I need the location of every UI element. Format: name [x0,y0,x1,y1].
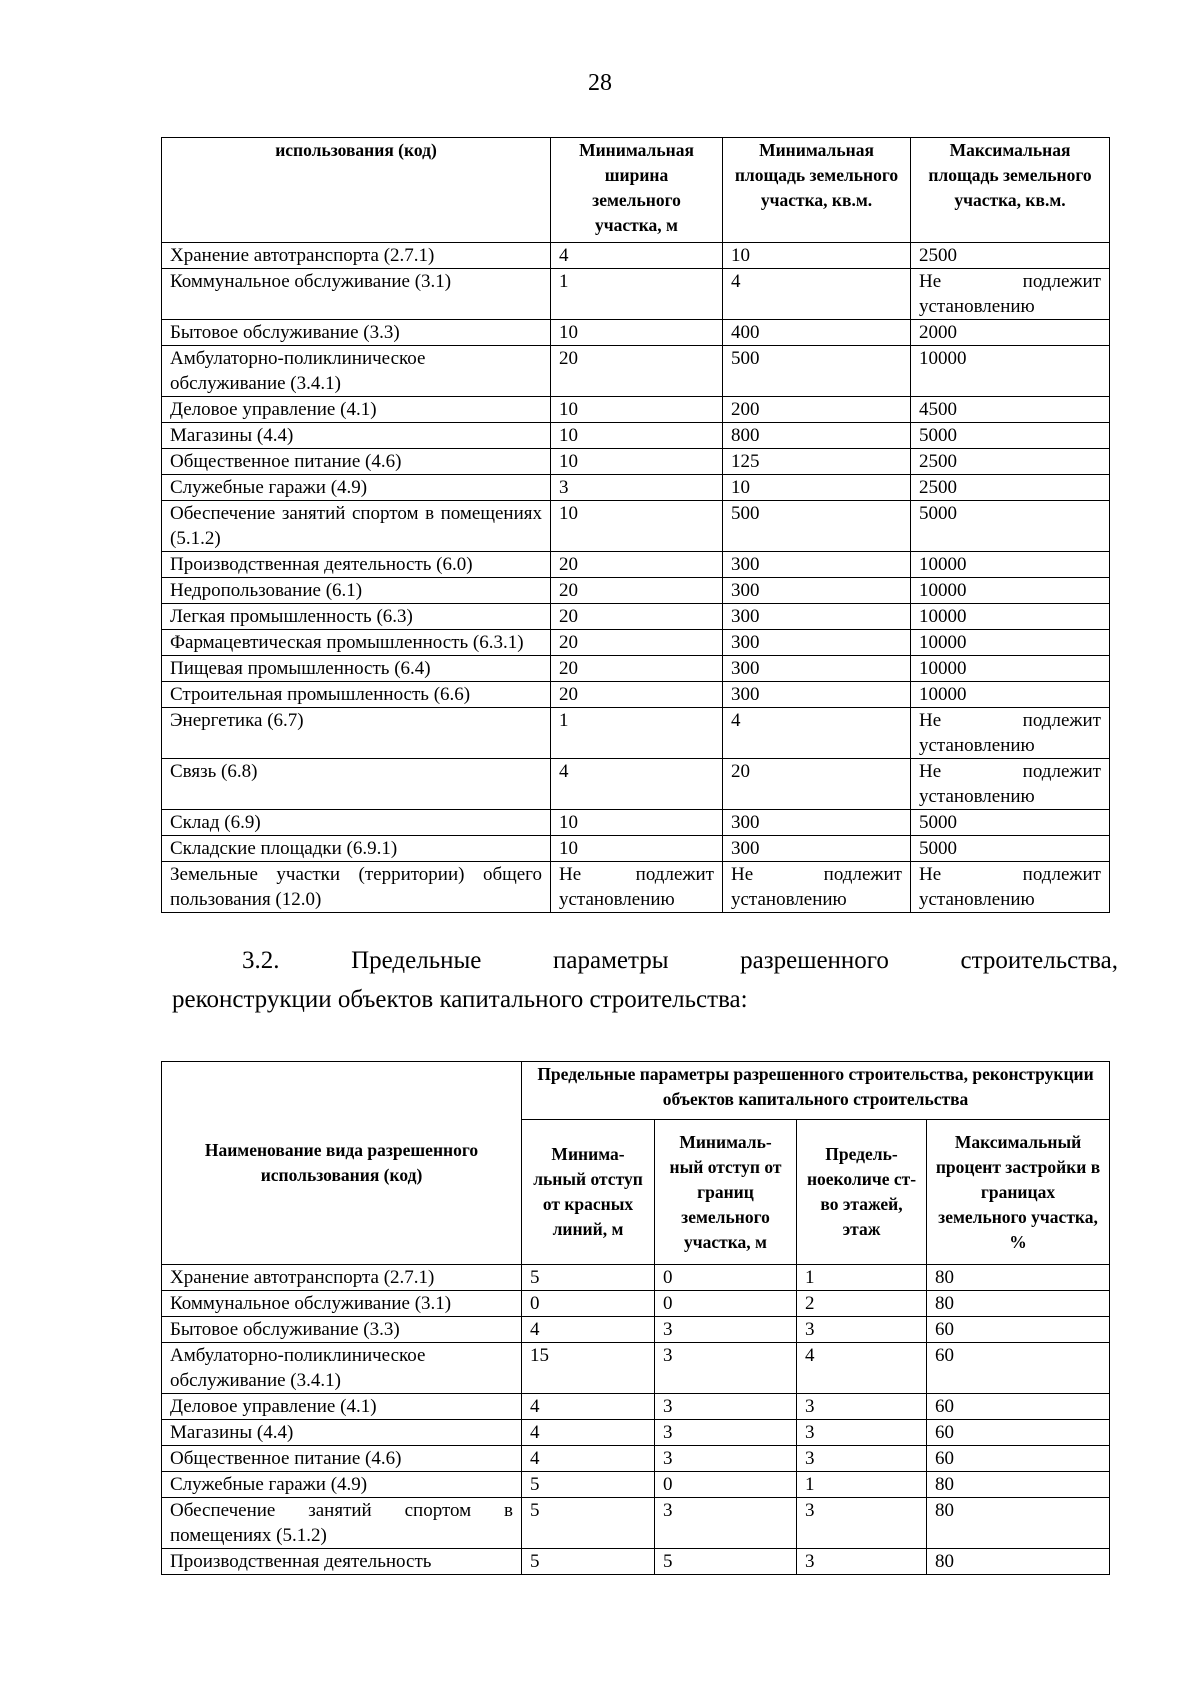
min-width-cell: 20 [551,656,723,682]
min-width-cell: 10 [551,449,723,475]
floor-count-cell: 3 [797,1549,927,1575]
section-heading-line2: реконструкции объектов капитального строительства: [172,986,748,1013]
min-area-cell: 300 [723,604,911,630]
use-name-cell: Служебные гаражи (4.9) [162,1472,522,1498]
max-area-cell: 2500 [911,449,1110,475]
use-name-cell: Амбулаторно-поликлиническое обслуживание (3.4.1) [162,346,551,397]
min-area-cell: 300 [723,682,911,708]
table-row [162,552,1110,578]
red-line-setback-cell: 4 [522,1317,655,1343]
boundary-setback-cell: 3 [655,1446,797,1472]
min-area-cell: Не подлежит установлению [723,862,911,913]
min-width-cell: 3 [551,475,723,501]
min-area-cell: 10 [723,475,911,501]
table-row [162,320,1110,346]
floor-count-cell: 3 [797,1446,927,1472]
use-name-cell: Коммунальное обслуживание (3.1) [162,269,551,320]
column-header-red-line-setback: Минима-льный отступ от красных линий, м [522,1120,655,1265]
min-width-cell: 20 [551,552,723,578]
column-header-use: использования (код) [162,138,551,243]
boundary-setback-cell: 0 [655,1472,797,1498]
floor-count-cell: 3 [797,1394,927,1420]
floor-count-cell: 3 [797,1317,927,1343]
section-heading-line1: 3.2. Предельные параметры разрешенного строительства, [242,947,1118,974]
red-line-setback-cell: 15 [522,1343,655,1394]
min-width-cell: 4 [551,759,723,810]
min-area-cell: 20 [723,759,911,810]
red-line-setback-cell: 5 [522,1472,655,1498]
use-name-cell: Служебные гаражи (4.9) [162,475,551,501]
use-name-cell: Хранение автотранспорта (2.7.1) [162,1265,522,1291]
min-width-cell: 20 [551,346,723,397]
red-line-setback-cell: 5 [522,1265,655,1291]
max-area-cell: 5000 [911,836,1110,862]
table-row [162,243,1110,269]
table-row [162,1446,1110,1472]
min-area-cell: 300 [723,656,911,682]
use-name-cell: Производственная деятельность (6.0) [162,552,551,578]
floor-count-cell: 1 [797,1265,927,1291]
boundary-setback-cell: 3 [655,1420,797,1446]
max-coverage-cell: 80 [927,1498,1110,1549]
table-row [162,1343,1110,1394]
boundary-setback-cell: 0 [655,1265,797,1291]
min-area-cell: 400 [723,320,911,346]
max-coverage-cell: 60 [927,1446,1110,1472]
table-row [162,1317,1110,1343]
column-header-max-coverage: Максимальный процент застройки в границах земельного участка, % [927,1120,1110,1265]
floor-count-cell: 2 [797,1291,927,1317]
min-area-cell: 4 [723,269,911,320]
max-area-cell: Не подлежит установлению [911,708,1110,759]
table-row [162,1394,1110,1420]
table-row [162,836,1110,862]
table-row [162,397,1110,423]
column-header-use-name: Наименование вида разрешенного использования (код) [162,1062,522,1265]
red-line-setback-cell: 0 [522,1291,655,1317]
max-coverage-cell: 80 [927,1291,1110,1317]
min-area-cell: 300 [723,836,911,862]
min-area-cell: 500 [723,346,911,397]
column-header-max-area: Максимальная площадь земельного участка, кв.м. [911,138,1110,243]
max-area-cell: 10000 [911,346,1110,397]
table-row [162,1472,1110,1498]
table-row [162,269,1110,320]
min-area-cell: 300 [723,552,911,578]
use-name-cell: Хранение автотранспорта (2.7.1) [162,243,551,269]
column-header-floor-count: Предель-ноеколиче ст-во этажей, этаж [797,1120,927,1265]
min-width-cell: 20 [551,604,723,630]
red-line-setback-cell: 4 [522,1394,655,1420]
min-area-cell: 125 [723,449,911,475]
max-area-cell: 10000 [911,656,1110,682]
use-name-cell: Склад (6.9) [162,810,551,836]
boundary-setback-cell: 3 [655,1498,797,1549]
max-area-cell: Не подлежит установлению [911,269,1110,320]
red-line-setback-cell: 4 [522,1446,655,1472]
floor-count-cell: 1 [797,1472,927,1498]
min-area-cell: 300 [723,578,911,604]
table-row [162,630,1110,656]
use-name-cell: Общественное питание (4.6) [162,449,551,475]
boundary-setback-cell: 0 [655,1291,797,1317]
use-name-cell: Бытовое обслуживание (3.3) [162,320,551,346]
min-width-cell: 10 [551,423,723,449]
use-name-cell: Энергетика (6.7) [162,708,551,759]
use-name-cell: Бытовое обслуживание (3.3) [162,1317,522,1343]
max-area-cell: 5000 [911,423,1110,449]
table-row [162,1291,1110,1317]
min-width-cell: Не подлежит установлению [551,862,723,913]
max-coverage-cell: 80 [927,1549,1110,1575]
page-number: 28 [588,70,612,96]
use-name-cell: Связь (6.8) [162,759,551,810]
boundary-setback-cell: 3 [655,1317,797,1343]
min-width-cell: 10 [551,501,723,552]
table-row [162,346,1110,397]
max-area-cell: 5000 [911,501,1110,552]
max-area-cell: 10000 [911,552,1110,578]
table-row [162,449,1110,475]
min-area-cell: 800 [723,423,911,449]
max-area-cell: 10000 [911,682,1110,708]
use-name-cell: Деловое управление (4.1) [162,397,551,423]
table-row [162,759,1110,810]
boundary-setback-cell: 5 [655,1549,797,1575]
min-width-cell: 1 [551,269,723,320]
column-header-min-width: Минимальная ширина земельного участка, м [551,138,723,243]
use-name-cell: Коммунальное обслуживание (3.1) [162,1291,522,1317]
red-line-setback-cell: 5 [522,1549,655,1575]
floor-count-cell: 3 [797,1498,927,1549]
min-area-cell: 300 [723,810,911,836]
table-row [162,682,1110,708]
construction-parameters-table [161,1061,1110,1575]
boundary-setback-cell: 3 [655,1394,797,1420]
min-width-cell: 10 [551,836,723,862]
min-area-cell: 500 [723,501,911,552]
table-row [162,423,1110,449]
max-coverage-cell: 60 [927,1420,1110,1446]
max-area-cell: 10000 [911,578,1110,604]
table-row [162,578,1110,604]
land-plot-size-table [161,137,1110,913]
max-area-cell: 10000 [911,604,1110,630]
use-name-cell: Производственная деятельность [162,1549,522,1575]
table-row [162,604,1110,630]
table-row [162,1420,1110,1446]
table-row [162,1549,1110,1575]
floor-count-cell: 4 [797,1343,927,1394]
min-area-cell: 200 [723,397,911,423]
max-coverage-cell: 80 [927,1265,1110,1291]
use-name-cell: Обеспечение занятий спортом в помещениях (5.1.2) [162,1498,522,1549]
use-name-cell: Легкая промышленность (6.3) [162,604,551,630]
use-name-cell: Недропользование (6.1) [162,578,551,604]
use-name-cell: Деловое управление (4.1) [162,1394,522,1420]
table-row [162,501,1110,552]
use-name-cell: Магазины (4.4) [162,423,551,449]
max-area-cell: 2500 [911,243,1110,269]
table-row [162,656,1110,682]
column-header-boundary-setback: Минималь-ный отступ от границ земельного участка, м [655,1120,797,1265]
max-coverage-cell: 60 [927,1317,1110,1343]
use-name-cell: Фармацевтическая промышленность (6.3.1) [162,630,551,656]
section-heading [172,941,1118,1019]
use-name-cell: Общественное питание (4.6) [162,1446,522,1472]
red-line-setback-cell: 5 [522,1498,655,1549]
use-name-cell: Складские площадки (6.9.1) [162,836,551,862]
min-width-cell: 10 [551,397,723,423]
boundary-setback-cell: 3 [655,1343,797,1394]
min-width-cell: 10 [551,320,723,346]
use-name-cell: Обеспечение занятий спортом в помещениях (5.1.2) [162,501,551,552]
table-row [162,862,1110,913]
max-area-cell: Не подлежит установлению [911,862,1110,913]
use-name-cell: Строительная промышленность (6.6) [162,682,551,708]
table-row [162,1265,1110,1291]
use-name-cell: Пищевая промышленность (6.4) [162,656,551,682]
max-coverage-cell: 80 [927,1472,1110,1498]
min-area-cell: 10 [723,243,911,269]
max-area-cell: 5000 [911,810,1110,836]
floor-count-cell: 3 [797,1420,927,1446]
max-coverage-cell: 60 [927,1394,1110,1420]
min-width-cell: 20 [551,682,723,708]
max-area-cell: 2000 [911,320,1110,346]
min-width-cell: 4 [551,243,723,269]
max-area-cell: 2500 [911,475,1110,501]
min-width-cell: 20 [551,578,723,604]
table-row [162,475,1110,501]
min-width-cell: 20 [551,630,723,656]
min-area-cell: 4 [723,708,911,759]
max-area-cell: 4500 [911,397,1110,423]
table-row [162,1498,1110,1549]
column-group-header: Предельные параметры разрешенного строительства, реконструкции объектов капитального строительства [522,1062,1110,1120]
min-area-cell: 300 [723,630,911,656]
red-line-setback-cell: 4 [522,1420,655,1446]
use-name-cell: Магазины (4.4) [162,1420,522,1446]
min-width-cell: 10 [551,810,723,836]
max-area-cell: Не подлежит установлению [911,759,1110,810]
table-row [162,810,1110,836]
use-name-cell: Амбулаторно-поликлиническое обслуживание (3.4.1) [162,1343,522,1394]
max-coverage-cell: 60 [927,1343,1110,1394]
max-area-cell: 10000 [911,630,1110,656]
column-header-min-area: Минимальная площадь земельного участка, кв.м. [723,138,911,243]
table-row [162,708,1110,759]
min-width-cell: 1 [551,708,723,759]
use-name-cell: Земельные участки (территории) общего пользования (12.0) [162,862,551,913]
